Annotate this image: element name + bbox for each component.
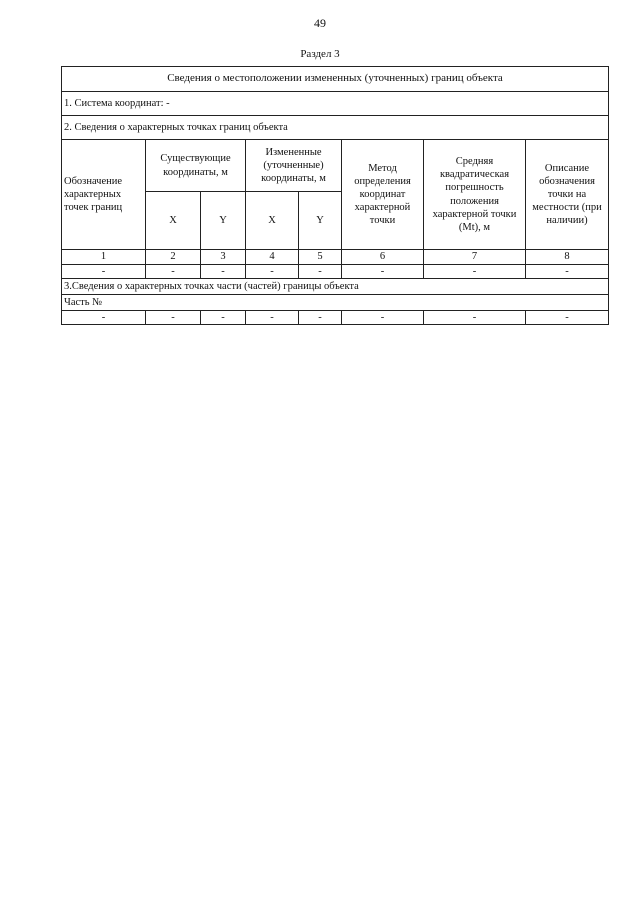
table-cell: -: [526, 265, 609, 279]
table-cell: -: [146, 311, 201, 325]
table-title: Сведения о местоположении измененных (уточненных) границ объекта: [62, 67, 609, 92]
column-number: 1: [62, 250, 146, 265]
table-cell: -: [342, 311, 424, 325]
header-changed-y: Y: [299, 192, 342, 250]
table-cell: -: [299, 265, 342, 279]
column-number: 7: [424, 250, 526, 265]
header-changed-x: X: [246, 192, 299, 250]
column-number: 2: [146, 250, 201, 265]
header-designation: Обозначение характерных точек границ: [62, 140, 146, 250]
part-heading: 3.Сведения о характерных точках части (частей) границы объекта: [62, 279, 609, 295]
boundary-table: [61, 66, 609, 325]
table-cell: -: [201, 265, 246, 279]
table-row: [62, 265, 609, 279]
header-error: Средняя квадратическая погрешность положения характерной точки (Mt), м: [424, 140, 526, 250]
header-existing-x: X: [146, 192, 201, 250]
table-cell: -: [342, 265, 424, 279]
column-number: 5: [299, 250, 342, 265]
table-row: [62, 311, 609, 325]
table-cell: -: [146, 265, 201, 279]
column-number-row: [62, 250, 609, 265]
part-label: Часть №: [62, 295, 609, 311]
header-description: Описание обозначения точки на местности (при наличии): [526, 140, 609, 250]
table-cell: -: [526, 311, 609, 325]
page-number: 49: [314, 16, 326, 30]
header-existing: Существующие координаты, м: [146, 140, 246, 192]
column-number: 8: [526, 250, 609, 265]
table-cell: -: [246, 311, 299, 325]
table-cell: -: [62, 311, 146, 325]
table-cell: -: [246, 265, 299, 279]
table-cell: -: [201, 311, 246, 325]
points-heading: 2. Сведения о характерных точках границ объекта: [62, 116, 609, 140]
coordinate-system: 1. Система координат: -: [62, 92, 609, 116]
table-cell: -: [62, 265, 146, 279]
table-cell: -: [424, 311, 526, 325]
column-number: 4: [246, 250, 299, 265]
header-method: Метод определения координат характерной точки: [342, 140, 424, 250]
column-number: 3: [201, 250, 246, 265]
column-number: 6: [342, 250, 424, 265]
header-existing-y: Y: [201, 192, 246, 250]
table-cell: -: [299, 311, 342, 325]
header-changed: Измененные (уточненные) координаты, м: [246, 140, 342, 192]
section-title: Раздел 3: [300, 48, 340, 60]
table-cell: -: [424, 265, 526, 279]
